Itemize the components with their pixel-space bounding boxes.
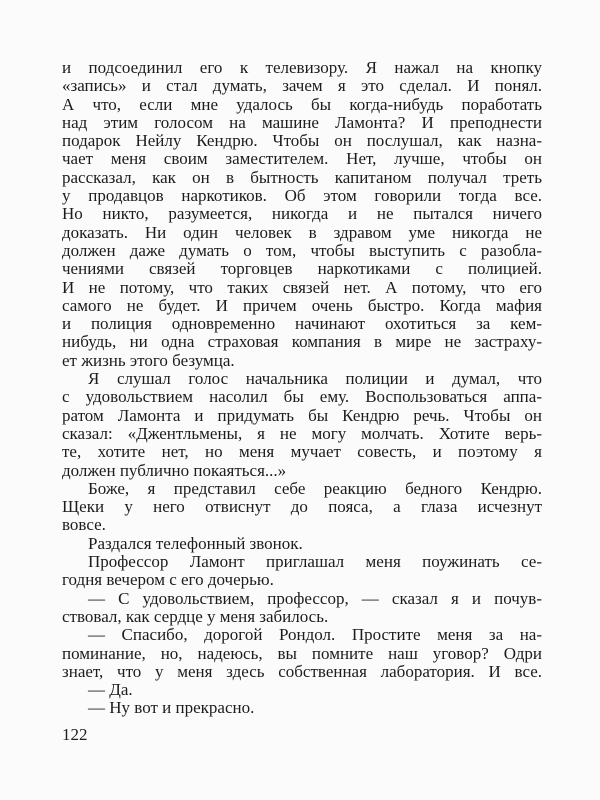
text-line: Я слушал голос начальника полиции и думал, что — [88, 369, 542, 389]
text-line: — Ну вот и прекрасно. — [88, 698, 255, 718]
text-line: чает меня своим заместителем. Нет, лучше, чтобы он — [62, 149, 542, 169]
text-line: А что, если мне удалось бы когда-нибудь поработать — [62, 94, 542, 114]
text-line: сказал: «Джентльмены, я не могу молчать. Хотите верь- — [62, 423, 542, 443]
text-line: и полиция одновременно начинают охотиться за кем- — [62, 314, 542, 334]
text-line: ет жизнь этого безумца. — [62, 350, 235, 370]
text-line: у продавцов наркотиков. Об этом говорили тогда все. — [62, 186, 542, 206]
page-body-text — [62, 59, 542, 718]
text-line: ратом Ламонта и придумать бы Кендрю речь. Чтобы он — [62, 405, 542, 425]
text-line: ствовал, как сердце у меня забилось. — [62, 606, 329, 626]
text-line: рассказал, как он в бытность капитаном получал треть — [62, 167, 542, 187]
text-line: и подсоединил его к телевизору. Я нажал на кнопку — [62, 58, 542, 77]
text-line: Но никто, разумеется, никогда и не пытался ничего — [62, 204, 542, 224]
text-line: над этим голосом на машине Ламонта? И преподнести — [62, 112, 542, 132]
text-line: самого не будет. И причем очень быстро. Когда мафия — [62, 295, 542, 315]
text-line: — С удовольствием, профессор, — сказал я и почув- — [88, 588, 542, 608]
text-line: знает, что у меня здесь собственная лаборатория. И все. — [62, 661, 542, 681]
text-line: вовсе. — [62, 515, 106, 535]
text-line: «запись» и стал думать, зачем я это сделал. И понял. — [62, 76, 542, 96]
text-line: с удовольствием насолил бы ему. Воспользоваться аппа- — [62, 387, 542, 407]
text-line: годня вечером с его дочерью. — [62, 570, 274, 590]
text-line: Раздался телефонный звонок. — [88, 533, 303, 553]
text-line: подарок Нейлу Кендрю. Чтобы он послушал, как назна- — [62, 131, 542, 151]
text-line: поминание, но, надеюсь, вы помните наш уговор? Одри — [62, 643, 542, 663]
page-number: 122 — [62, 725, 88, 744]
text-line: должен даже думать о том, чтобы выступить с разобла- — [62, 240, 542, 260]
text-line: Боже, я представил себе реакцию бедного Кендрю. — [88, 478, 542, 498]
text-line: — Да. — [88, 680, 133, 700]
text-line: Профессор Ламонт приглашал меня поужинать се- — [88, 552, 542, 572]
text-line: те, хотите нет, но меня мучает совесть, и поэтому я — [62, 442, 542, 462]
text-line: чениями связей торговцев наркотиками с полицией. — [62, 259, 542, 279]
text-line: должен публично покаяться...» — [62, 460, 287, 480]
text-line: — Спасибо, дорогой Рондол. Простите меня за на- — [88, 625, 542, 645]
text-line: нибудь, ни одна страховая компания в мире не застраху- — [62, 332, 542, 352]
text-line: И не потому, что таких связей нет. А потому, что его — [62, 277, 542, 297]
text-line: Щеки у него отвиснут до пояса, а глаза исчезнут — [62, 497, 542, 517]
text-line: доказать. Ни один человек в здравом уме никогда не — [62, 222, 542, 242]
